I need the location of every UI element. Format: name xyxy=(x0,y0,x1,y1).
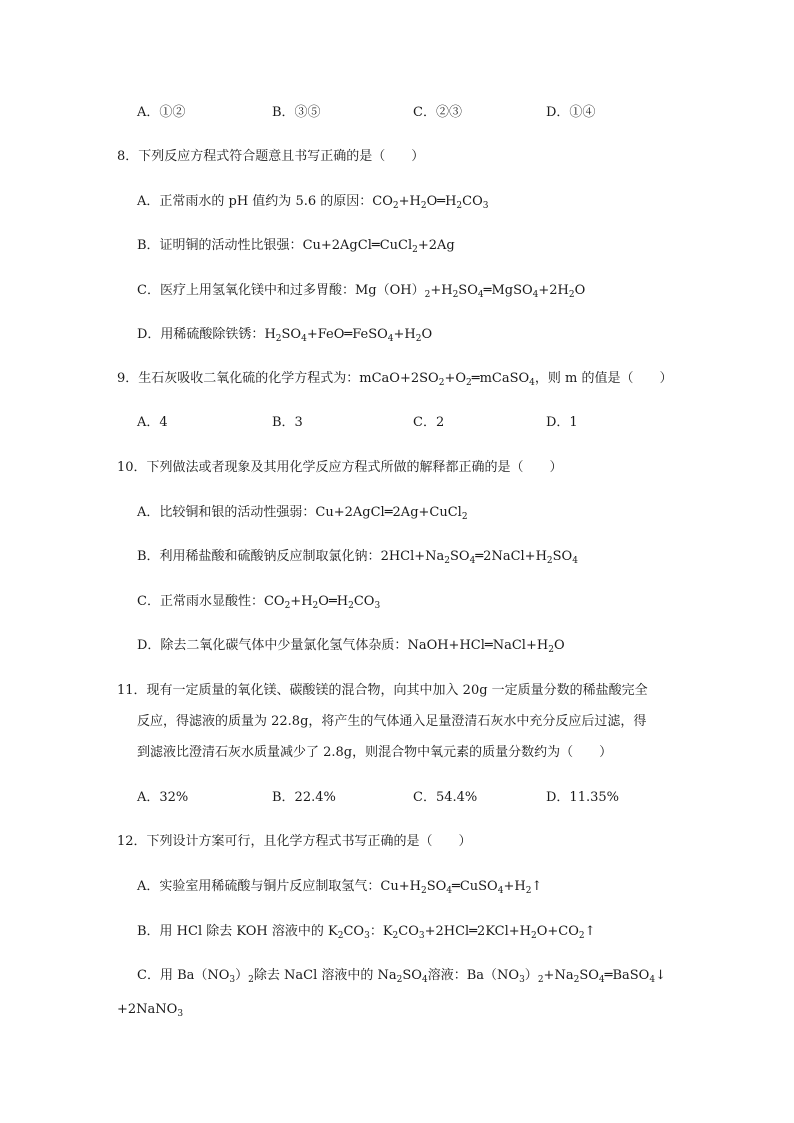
q8-option-d: D．用稀硫酸除铁锈：$H_2SO_4+FeO═FeSO_4+H_2O$ xyxy=(137,327,433,344)
q8-option-c: C．医疗上用氢氧化镁中和过多胃酸：$Mg(OH)_2+H_2SO_4═MgSO_4+2H_2O$ xyxy=(137,283,586,300)
q11-option-b: B．22.4% xyxy=(272,790,336,805)
q8-option-b: B．证明铜的活动性比银强：Cu+2AgCl═CuCl$_2$+2Ag xyxy=(137,238,455,255)
q11-stem-line3: 到滤液比澄清石灰水质量减少了 2.8g，则混合物中氧元素的质量分数约为（ ） xyxy=(137,745,613,760)
q12-option-c: C．用 $Ba(NO_3)_2$除去 NaCl 溶液中的 $Na_2SO_4$溶液：$Ba(NO_3)_2+Na_2SO_4═BaSO_4↓$ xyxy=(137,968,666,985)
q9-option-c: C．2 xyxy=(413,415,445,430)
q7-option-d: D．①④ xyxy=(546,105,596,120)
q9-option-a: A．4 xyxy=(137,415,168,430)
q9-option-b: B．3 xyxy=(272,415,303,430)
q12-option-b: B．用 HCl 除去 KOH 溶液中的 $K_2CO_3$：$K_2CO_3+2HCl═2KCl+H_2O+CO_2↑$ xyxy=(137,924,596,941)
q8-stem: 8．下列反应方程式符合题意且书写正确的是（ ） xyxy=(117,149,425,164)
q12-stem: 12．下列设计方案可行，且化学方程式书写正确的是（ ） xyxy=(117,834,472,849)
q8-option-a: A．正常雨水的 pH 值约为 5.6 的原因：$CO_2+H_2O═H_2CO_3$ xyxy=(137,194,489,211)
q12-option-a: A．实验室用稀硫酸与铜片反应制取氢气：$Cu+H_2SO_4═CuSO_4+H_2↑$ xyxy=(137,879,543,896)
q11-stem-line2: 反应，得滤液的质量为 22.8g，将产生的气体通入足量澄清石灰水中充分反应后过滤，得 xyxy=(137,714,647,729)
q7-option-c: C．②③ xyxy=(413,105,462,120)
q9-stem: 9．生石灰吸收二氧化硫的化学方程式为：$mCaO+2SO_2+O_2═mCaSO_4$，则 m 的值是（ ） xyxy=(117,371,673,388)
q10-option-a: A．比较铜和银的活动性强弱：Cu+2AgCl═2Ag+CuCl$_2$ xyxy=(137,505,468,522)
q9-option-d: D．1 xyxy=(546,415,578,430)
q11-option-d: D．11.35% xyxy=(546,790,619,805)
q11-option-c: C．54.4% xyxy=(413,790,478,805)
q7-option-b: B．③⑤ xyxy=(272,105,321,120)
q11-stem-line1: 11．现有一定质量的氧化镁、碳酸镁的混合物，向其中加入 20g 一定质量分数的稀盐酸完全 xyxy=(117,683,648,698)
q10-option-c: C．正常雨水显酸性：$CO_2+H_2O═H_2CO_3$ xyxy=(137,594,381,611)
q10-option-b: B．利用稀盐酸和硫酸钠反应制取氯化钠：$2HCl+Na_2SO_4═2NaCl+H_2SO_4$ xyxy=(137,549,578,566)
q10-stem: 10．下列做法或者现象及其用化学反应方程式所做的解释都正确的是（ ） xyxy=(117,460,563,475)
q7-option-a: A．①② xyxy=(137,105,186,120)
q10-option-d: D．除去二氧化碳气体中少量氯化氢气体杂质：$NaOH+HCl═NaCl+H_2O$ xyxy=(137,638,565,655)
q11-option-a: A．32% xyxy=(137,790,189,805)
q12-option-c-continued: +2NaNO$_3$ xyxy=(117,1002,184,1019)
